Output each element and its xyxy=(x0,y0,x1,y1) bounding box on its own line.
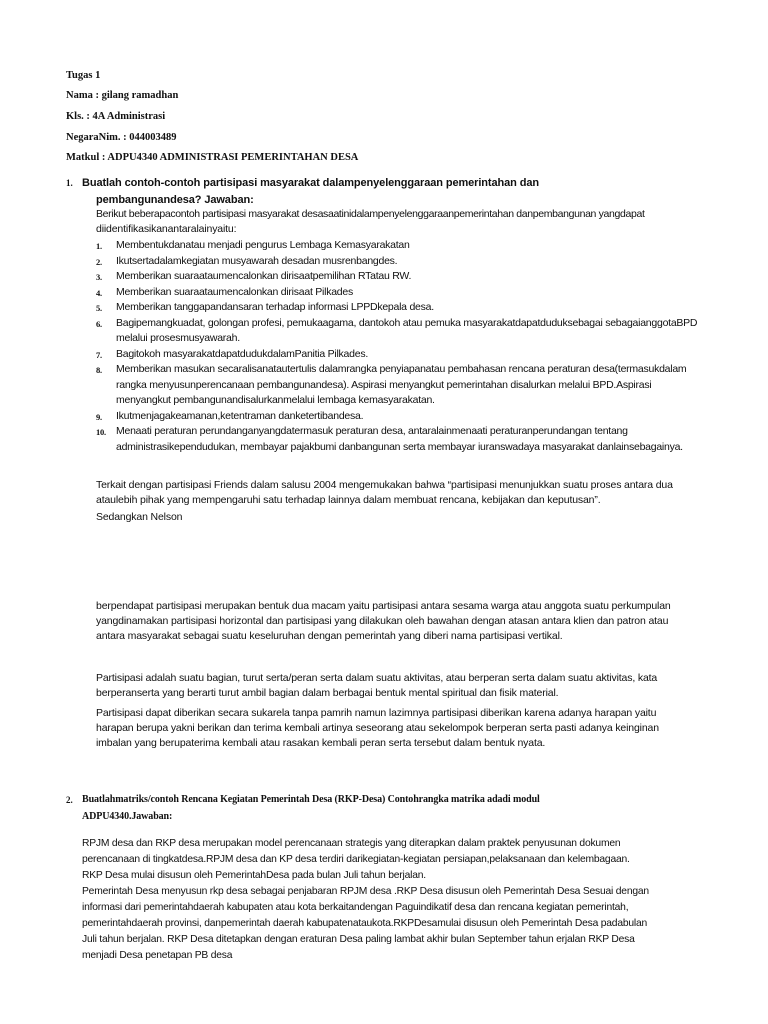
question-2-line-1: Buatlahmatriks/contoh Rencana Kegiatan Pemerintah Desa (RKP-Desa) Contohrangka matrika adadi modul xyxy=(82,794,540,805)
friends-paragraph: Terkait dengan partisipasi Friends dalam salusu 2004 mengemukakan bahwa “partisipasi menunjukkan suatu proses antara dua ataulebih pihak yang mempengaruhi satu terhadap lainnya dalam membuat rencana, kebijakan dan keputusan”. xyxy=(96,479,673,506)
question-2-line-2: ADPU4340.Jawaban: xyxy=(82,811,173,822)
question-1-line-1: Buatlah contoh-contoh partisipasi masyarakat dalampenyelenggaraan pemerintahan dan xyxy=(82,177,539,189)
partisipasi-paragraph-2: berpendapat partisipasi merupakan bentuk dua macam yaitu partisipasi antara sesama warga atau anggota suatu perkumpulan yangdinamakan partisipasi horizontal dan partisipasi yang dilakukan oleh bawahan dengan atasan antara klien dan patron atau antara masyarakat sebagai suatu keseluruhan dengan pemerintah yang diberi nama partisipasi vertikal. xyxy=(96,600,671,642)
q2-para2-line-5: menjadi Desa penetapan PB desa xyxy=(82,950,233,961)
list-item-text: Ikutmenjagakeamanan,ketentraman danketertibandesa. xyxy=(116,409,364,422)
list-item-text: Memberikan tanggapandansaran terhadap informasi LPPDkepala desa. xyxy=(116,301,434,313)
list-item xyxy=(96,347,706,363)
list-item xyxy=(96,424,706,455)
list-item-number: 2. xyxy=(96,256,102,267)
list-item-text: Memberikan suaraataumencalonkan dirisaatpemilihan RTatau RW. xyxy=(116,270,412,282)
list-item-number: 6. xyxy=(96,318,102,329)
list-item-number: 9. xyxy=(96,411,102,422)
student-class: Kls. : 4A Administrasi xyxy=(66,111,166,122)
q2-para2-line-4: Juli tahun berjalan. RKP Desa ditetapkan dengan eraturan Desa paling lambat akhir bulan September tahun erjalan RKP Desa xyxy=(82,934,635,945)
q1-intro-line-1: Berikut beberapacontoh partisipasi masyarakat desasaatinidalampenyelenggaraanpemerintahan danpembangunan yangdapat xyxy=(96,208,645,220)
list-item-number: 5. xyxy=(96,303,102,313)
list-item xyxy=(96,300,706,316)
list-item xyxy=(96,238,706,254)
list-item xyxy=(96,316,706,347)
list-item-text: Memberikan masukan secaralisanatautertulis dalamrangka penyiapanatau pembahasan rencana peraturan desa(termasukdalam rangka menyusunperencanaan pembangunandesa). Aspirasi menyangkut pemerintahan disalurkan melalui BPD.Aspirasi menyangkut pembangunandisalurkanmelalui lembaga kemasyarakatan. xyxy=(116,363,687,406)
list-item-text: Memberikan suaraataumencalonkan dirisaat Pilkades xyxy=(116,285,353,298)
q2-para1-line-3: RKP Desa mulai disusun oleh PemerintahDesa pada bulan Juli tahun berjalan. xyxy=(82,870,426,881)
list-item-number: 10. xyxy=(96,427,106,437)
list-item-text: Menaati peraturan perundanganyangdatermasuk peraturan desa, antaralainmenaati peraturanperundangan tentang administrasikependudukan, membayar pajakbumi danbangunan serta membayar iuranswadaya masyarakat danlainsebagainya. xyxy=(116,425,683,453)
partisipasi-paragraph-3: Partisipasi adalah suatu bagian, turut serta/peran serta dalam suatu aktivitas, atau berperan serta dalam suatu aktivitas, kata berperanserta yang berarti turut ambil bagian dalam berbagai bentuk mental spiritual dan fisik material. xyxy=(96,672,658,699)
participation-examples-list xyxy=(96,238,706,455)
list-item xyxy=(96,285,706,301)
question-2-number: 2. xyxy=(66,795,73,805)
list-item xyxy=(96,269,706,285)
list-item xyxy=(96,362,706,409)
q2-para1-line-2: perencanaan di tingkatdesa.RPJM desa dan KP desa terdiri darikegiatan-kegiatan persiapan,pelaksanaan dan kelembagaan. xyxy=(82,854,630,865)
q2-para2-line-3: pemerintahdaerah provinsi, danpemerintah daerah kabupatenataukota.RKPDesamulai disusun oleh Pemerintah Desa padabulan xyxy=(82,918,648,929)
list-item-number: 7. xyxy=(96,349,102,360)
q1-intro-line-2: diidentifikasikanantaralainyaitu: xyxy=(96,223,237,235)
list-item-text: Bagipemangkuadat, golongan profesi, pemukaagama, dantokoh atau pemuka masyarakatdapatduduksebagai sebagaianggotaBPD melalui prosesmusyawarah. xyxy=(116,316,698,344)
list-item-number: 3. xyxy=(96,272,102,282)
q2-para2-line-2: informasi dari pemerintahdaerah kabupaten atau kota berkaitandengan Paguindikatif desa dan rencana kegiatan pemerintah, xyxy=(82,902,629,913)
question-1-line-2: pembangunandesa? Jawaban: xyxy=(96,194,254,206)
nelson-line: Sedangkan Nelson xyxy=(96,511,183,523)
list-item-number: 8. xyxy=(96,365,102,375)
student-name: Nama : gilang ramadhan xyxy=(66,90,179,101)
partisipasi-paragraph-4: Partisipasi dapat diberikan secara sukarela tanpa pamrih namun lazimnya partisipasi diberikan karena adanya harapan yaitu harapan berupa yakni berikan dan terima kembali artinya seseorang atau sekelompok berperan serta pasti adanya keinginan imbalan yang berupaterima kembali atau rasakan kembali peran serta tersebut dalam bentuk nyata. xyxy=(96,707,659,749)
q2-para2-line-1: Pemerintah Desa menyusun rkp desa sebagai penjabaran RPJM desa .RKP Desa disusun oleh Pemerintah Desa Sesuai dengan xyxy=(82,886,649,897)
list-item-text: Bagitokoh masyarakatdapatdudukdalamPanitia Pilkades. xyxy=(116,347,368,360)
list-item-text: Ikutsertadalamkegiatan musyawarah desadan musrenbangdes. xyxy=(116,254,398,267)
list-item-text: Membentukdanatau menjadi pengurus Lembaga Kemasyarakatan xyxy=(116,239,410,251)
task-title: Tugas 1 xyxy=(66,70,101,81)
course-name: Matkul : ADPU4340 ADMINISTRASI PEMERINTAHAN DESA xyxy=(66,152,359,163)
list-item xyxy=(96,409,706,425)
list-item xyxy=(96,254,706,270)
question-1-number: 1. xyxy=(66,178,73,188)
q2-para1-line-1: RPJM desa dan RKP desa merupakan model perencanaan strategis yang diterapkan dalam praktek penyusunan dokumen xyxy=(82,838,621,849)
student-nim: NegaraNim. : 044003489 xyxy=(66,132,177,143)
list-item-number: 4. xyxy=(96,287,102,298)
list-item-number: 1. xyxy=(96,241,102,251)
